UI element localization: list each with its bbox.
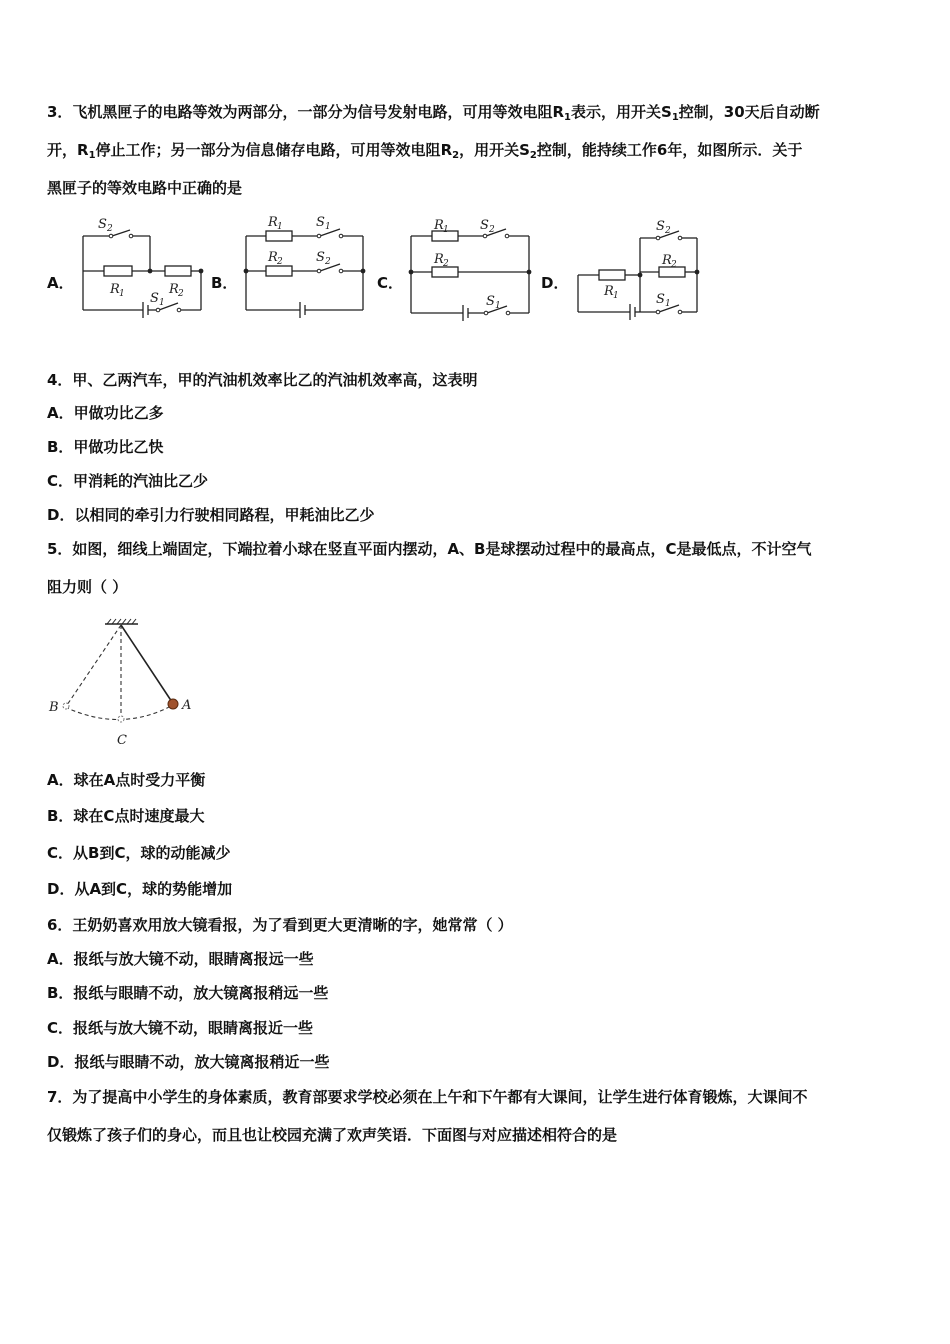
svg-text:S: S — [316, 250, 325, 265]
svg-text:2: 2 — [443, 259, 449, 269]
q7-stem-line2: 仅锻炼了孩子们的身心，而且也让校园充满了欢声笑语．下面图与对应描述相符合的是 — [47, 1126, 618, 1144]
q5-stem-line2: 阻力则（ ） — [47, 578, 128, 596]
q3-stem-line2: 开，$R_1$停止工作；另一部分为信息储存电路，可用等效电阻$R_2$，用开关$S_2$控制，能持续工作6年，如图所示．关于 — [47, 141, 803, 161]
label-r2: R — [169, 282, 179, 297]
svg-text:R: R — [268, 215, 278, 230]
svg-text:R: R — [268, 250, 278, 265]
q4-option-d[interactable]: D．以相同的牵引力行驶相同路程，甲耗油比乙少 — [47, 506, 375, 524]
svg-text:2: 2 — [489, 225, 495, 235]
q4-stem: 4．甲、乙两汽车，甲的汽油机效率比乙的汽油机效率高，这表明 — [47, 371, 478, 389]
q5-option-c[interactable]: C．从B到C，球的动能减少 — [47, 844, 231, 862]
svg-text:2: 2 — [277, 257, 283, 267]
svg-text:2: 2 — [178, 289, 184, 299]
svg-text:R: R — [662, 253, 672, 268]
svg-text:S: S — [316, 215, 325, 230]
label-r1: R — [110, 282, 120, 297]
svg-text:1: 1 — [119, 289, 125, 299]
q3-option-a-label: A． — [47, 274, 74, 292]
q3-stem-line1: 3．飞机黑匣子的电路等效为两部分，一部分为信号发射电路，可用等效电阻$R_1$表示，用开关$S_1$控制，30天后自动断 — [47, 103, 820, 123]
svg-text:1: 1 — [325, 222, 331, 232]
svg-text:2: 2 — [671, 260, 677, 270]
q4-option-b[interactable]: B．甲做功比乙快 — [47, 438, 164, 456]
q4-option-a[interactable]: A．甲做功比乙多 — [47, 404, 164, 422]
label-a: A — [182, 698, 192, 713]
q5-option-a[interactable]: A．球在A点时受力平衡 — [47, 771, 206, 789]
ball-a — [168, 699, 178, 709]
svg-text:1: 1 — [613, 291, 619, 301]
svg-text:S: S — [656, 292, 665, 307]
svg-text:S: S — [486, 294, 495, 309]
q7-stem-line1: 7．为了提高中小学生的身体素质，教育部要求学校必须在上午和下午都有大课间，让学生进行体育锻炼，大课间不 — [47, 1088, 808, 1106]
q3-option-b-label: B． — [211, 274, 238, 292]
svg-text:1: 1 — [159, 298, 165, 308]
svg-text:1: 1 — [495, 301, 501, 311]
svg-text:R: R — [434, 218, 444, 233]
q6-option-a[interactable]: A．报纸与放大镜不动，眼睛离报远一些 — [47, 950, 314, 968]
svg-text:R: R — [604, 284, 614, 299]
svg-text:S: S — [480, 218, 489, 233]
label-c: C — [117, 733, 127, 748]
q6-option-b[interactable]: B．报纸与眼睛不动，放大镜离报稍远一些 — [47, 984, 329, 1002]
q6-option-c[interactable]: C．报纸与放大镜不动，眼睛离报近一些 — [47, 1019, 314, 1037]
svg-text:S: S — [656, 219, 665, 234]
svg-text:2: 2 — [325, 257, 331, 267]
q6-stem: 6．王奶奶喜欢用放大镜看报，为了看到更大更清晰的字，她常常（ ） — [47, 916, 513, 934]
q5-option-b[interactable]: B．球在C点时速度最大 — [47, 807, 205, 825]
svg-text:1: 1 — [665, 299, 671, 309]
svg-text:1: 1 — [443, 225, 449, 235]
label-b: B — [49, 700, 59, 715]
label-s2: S — [98, 217, 107, 232]
q3-option-d-label: D． — [541, 274, 569, 292]
q6-option-d[interactable]: D．报纸与眼睛不动，放大镜离报稍近一些 — [47, 1053, 330, 1071]
q3-option-c-label: C． — [377, 274, 404, 292]
q5-stem-line1: 5．如图，细线上端固定，下端拉着小球在竖直平面内摆动，A、B是球摆动过程中的最高点，C是最低点，不计空气 — [47, 540, 812, 558]
q3-stem-line3: 黑匣子的等效电路中正确的是 — [47, 179, 243, 197]
label-s1: S — [150, 291, 159, 306]
svg-text:2: 2 — [665, 226, 671, 236]
svg-text:1: 1 — [277, 222, 283, 232]
q4-option-c[interactable]: C．甲消耗的汽油比乙少 — [47, 472, 209, 490]
q5-option-d[interactable]: D．从A到C，球的势能增加 — [47, 880, 233, 898]
svg-text:2: 2 — [107, 224, 113, 234]
svg-text:R: R — [434, 252, 444, 267]
